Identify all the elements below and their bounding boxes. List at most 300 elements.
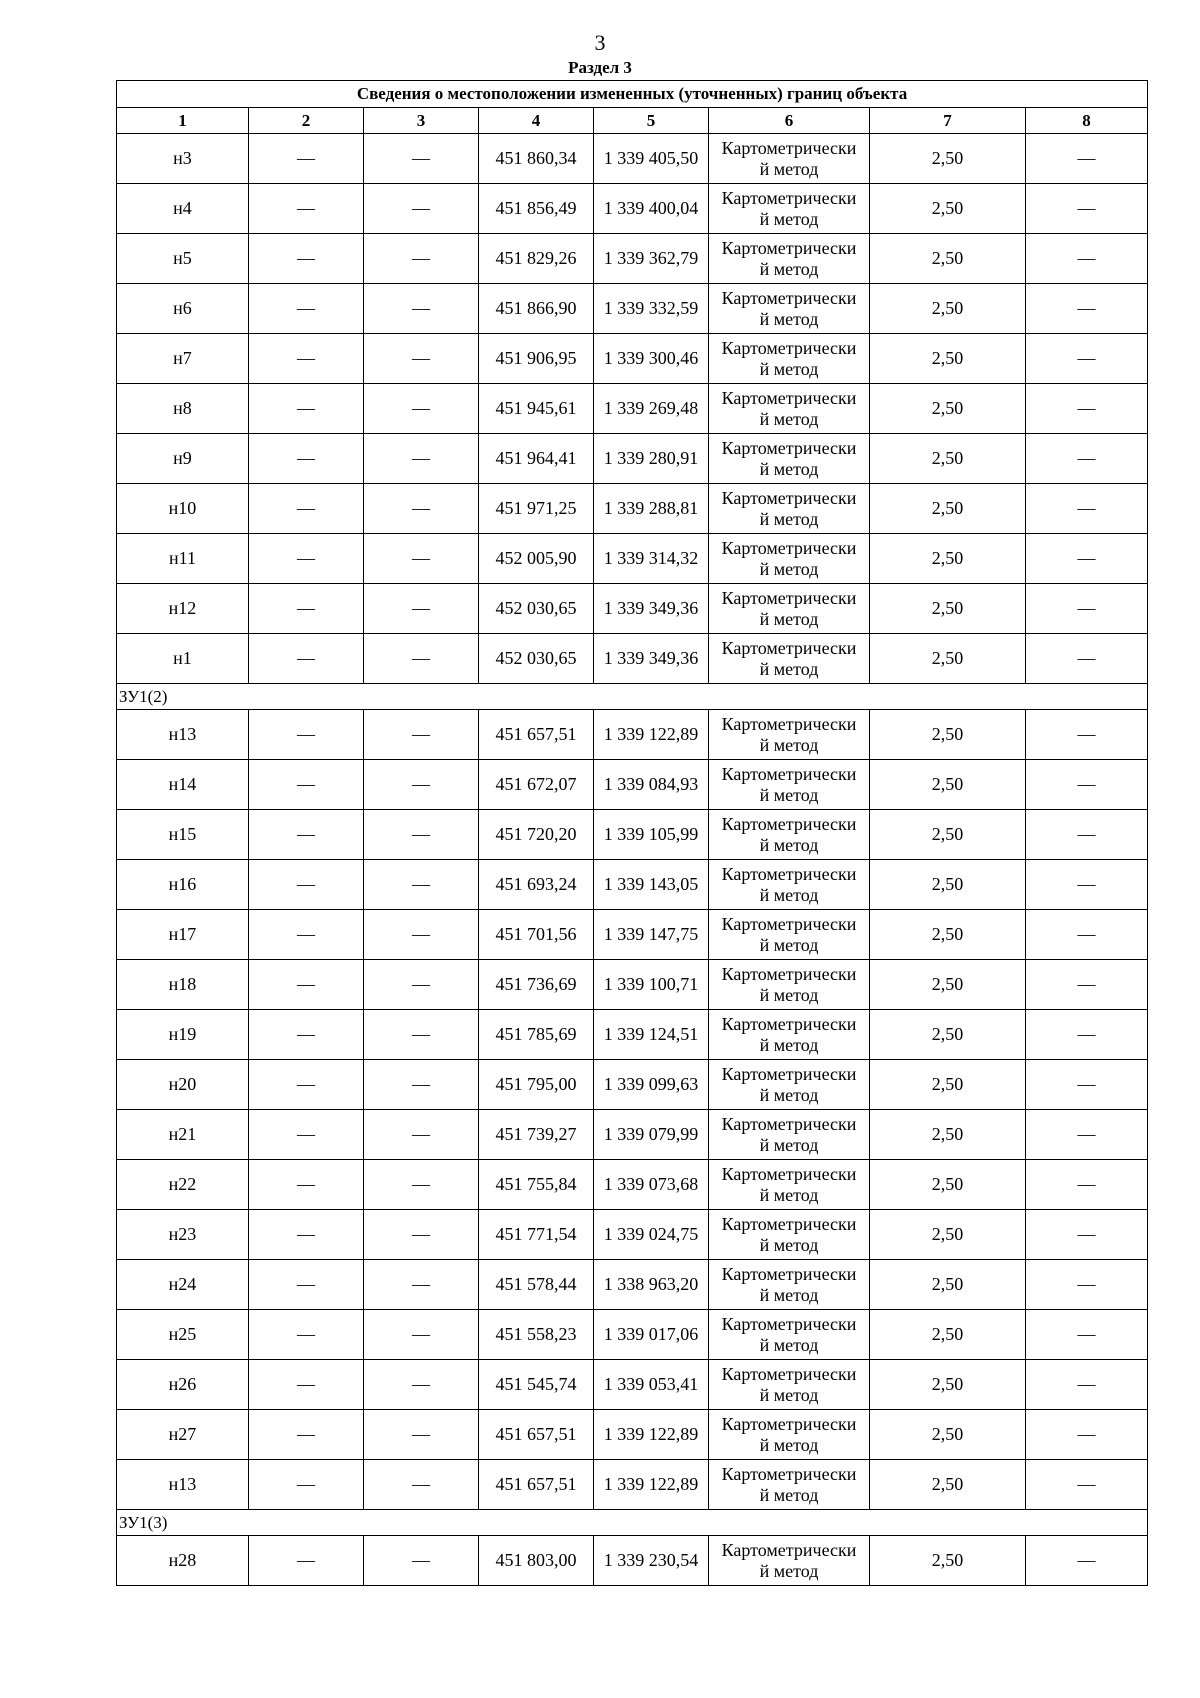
y-coordinate: 1 339 122,89	[594, 1460, 709, 1510]
y-coordinate: 1 339 230,54	[594, 1536, 709, 1586]
x-coordinate: 451 945,61	[479, 384, 594, 434]
table-row	[117, 1010, 1148, 1060]
column-2-value: —	[249, 1110, 364, 1160]
table-row	[117, 634, 1148, 684]
accuracy-value: 2,50	[870, 134, 1026, 184]
column-3-value: —	[364, 1060, 479, 1110]
point-name: н24	[117, 1260, 249, 1310]
group-row	[117, 1510, 1148, 1536]
method-line-2: й метод	[759, 834, 819, 855]
column-2-value: —	[249, 434, 364, 484]
x-coordinate: 451 720,20	[479, 810, 594, 860]
table-row	[117, 810, 1148, 860]
method-cell	[709, 1410, 870, 1460]
table-row	[117, 1210, 1148, 1260]
method-line-2: й метод	[759, 208, 819, 229]
method-line-1: Картометрически	[721, 1413, 857, 1434]
method-cell	[709, 184, 870, 234]
point-name: н22	[117, 1160, 249, 1210]
column-8-value: —	[1026, 334, 1148, 384]
y-coordinate: 1 339 099,63	[594, 1060, 709, 1110]
column-3-value: —	[364, 860, 479, 910]
y-coordinate: 1 339 100,71	[594, 960, 709, 1010]
column-3-value: —	[364, 334, 479, 384]
column-8-value: —	[1026, 1260, 1148, 1310]
x-coordinate: 451 578,44	[479, 1260, 594, 1310]
y-coordinate: 1 339 143,05	[594, 860, 709, 910]
method-line-2: й метод	[759, 1434, 819, 1455]
accuracy-value: 2,50	[870, 1460, 1026, 1510]
table-row	[117, 1536, 1148, 1586]
column-2-value: —	[249, 1060, 364, 1110]
accuracy-value: 2,50	[870, 434, 1026, 484]
method-line-1: Картометрически	[721, 387, 857, 408]
point-name: н17	[117, 910, 249, 960]
column-2-value: —	[249, 534, 364, 584]
column-3-value: —	[364, 1160, 479, 1210]
x-coordinate: 451 856,49	[479, 184, 594, 234]
method-cell	[709, 434, 870, 484]
method-cell	[709, 860, 870, 910]
table-row	[117, 484, 1148, 534]
method-line-1: Картометрически	[721, 187, 857, 208]
accuracy-value: 2,50	[870, 384, 1026, 434]
column-3-value: —	[364, 284, 479, 334]
column-2-value: —	[249, 334, 364, 384]
point-name: н28	[117, 1536, 249, 1586]
column-2-value: —	[249, 1160, 364, 1210]
column-2-value: —	[249, 710, 364, 760]
y-coordinate: 1 339 147,75	[594, 910, 709, 960]
column-8-value: —	[1026, 384, 1148, 434]
y-coordinate: 1 339 300,46	[594, 334, 709, 384]
accuracy-value: 2,50	[870, 634, 1026, 684]
accuracy-value: 2,50	[870, 534, 1026, 584]
x-coordinate: 451 545,74	[479, 1360, 594, 1410]
column-8-value: —	[1026, 184, 1148, 234]
column-8-value: —	[1026, 1060, 1148, 1110]
method-line-1: Картометрически	[721, 437, 857, 458]
column-8-value: —	[1026, 134, 1148, 184]
column-8-value: —	[1026, 284, 1148, 334]
table-caption: Сведения о местоположении измененных (уточненных) границ объекта	[117, 81, 1148, 108]
method-line-1: Картометрически	[721, 537, 857, 558]
x-coordinate: 451 971,25	[479, 484, 594, 534]
method-line-1: Картометрически	[721, 587, 857, 608]
table-row	[117, 960, 1148, 1010]
x-coordinate: 452 005,90	[479, 534, 594, 584]
y-coordinate: 1 339 105,99	[594, 810, 709, 860]
method-line-1: Картометрически	[721, 913, 857, 934]
method-line-2: й метод	[759, 1284, 819, 1305]
column-2-value: —	[249, 384, 364, 434]
column-8-value: —	[1026, 234, 1148, 284]
table-row	[117, 134, 1148, 184]
method-line-1: Картометрически	[721, 1363, 857, 1384]
accuracy-value: 2,50	[870, 234, 1026, 284]
method-line-1: Картометрически	[721, 1013, 857, 1034]
column-number-2: 2	[249, 108, 364, 134]
x-coordinate: 451 866,90	[479, 284, 594, 334]
table-row	[117, 434, 1148, 484]
accuracy-value: 2,50	[870, 184, 1026, 234]
y-coordinate: 1 339 362,79	[594, 234, 709, 284]
column-2-value: —	[249, 860, 364, 910]
column-2-value: —	[249, 134, 364, 184]
y-coordinate: 1 339 349,36	[594, 634, 709, 684]
accuracy-value: 2,50	[870, 1160, 1026, 1210]
column-3-value: —	[364, 1010, 479, 1060]
x-coordinate: 451 739,27	[479, 1110, 594, 1160]
method-line-2: й метод	[759, 1384, 819, 1405]
accuracy-value: 2,50	[870, 710, 1026, 760]
point-name: н9	[117, 434, 249, 484]
table-row	[117, 1360, 1148, 1410]
accuracy-value: 2,50	[870, 1410, 1026, 1460]
table-row	[117, 710, 1148, 760]
y-coordinate: 1 339 079,99	[594, 1110, 709, 1160]
method-line-2: й метод	[759, 1560, 819, 1581]
method-line-2: й метод	[759, 884, 819, 905]
method-line-1: Картометрически	[721, 863, 857, 884]
x-coordinate: 451 785,69	[479, 1010, 594, 1060]
method-cell	[709, 634, 870, 684]
column-8-value: —	[1026, 760, 1148, 810]
column-3-value: —	[364, 760, 479, 810]
column-8-value: —	[1026, 810, 1148, 860]
table-row	[117, 910, 1148, 960]
accuracy-value: 2,50	[870, 1310, 1026, 1360]
accuracy-value: 2,50	[870, 584, 1026, 634]
y-coordinate: 1 339 269,48	[594, 384, 709, 434]
x-coordinate: 451 795,00	[479, 1060, 594, 1110]
point-name: н12	[117, 584, 249, 634]
method-line-1: Картометрически	[721, 137, 857, 158]
method-line-2: й метод	[759, 258, 819, 279]
column-8-value: —	[1026, 1460, 1148, 1510]
point-name: н13	[117, 710, 249, 760]
method-cell	[709, 1310, 870, 1360]
method-line-1: Картометрически	[721, 713, 857, 734]
table-row	[117, 1260, 1148, 1310]
column-8-value: —	[1026, 1310, 1148, 1360]
point-name: н25	[117, 1310, 249, 1360]
table-row	[117, 860, 1148, 910]
method-line-2: й метод	[759, 1034, 819, 1055]
column-2-value: —	[249, 960, 364, 1010]
method-line-2: й метод	[759, 508, 819, 529]
x-coordinate: 452 030,65	[479, 584, 594, 634]
column-2-value: —	[249, 760, 364, 810]
method-line-2: й метод	[759, 308, 819, 329]
y-coordinate: 1 339 405,50	[594, 134, 709, 184]
method-cell	[709, 1210, 870, 1260]
group-label: ЗУ1(2)	[117, 684, 1148, 710]
column-8-value: —	[1026, 1160, 1148, 1210]
column-2-value: —	[249, 1210, 364, 1260]
column-2-value: —	[249, 810, 364, 860]
point-name: н10	[117, 484, 249, 534]
accuracy-value: 2,50	[870, 1110, 1026, 1160]
column-3-value: —	[364, 1260, 479, 1310]
point-name: н4	[117, 184, 249, 234]
method-line-2: й метод	[759, 458, 819, 479]
column-8-value: —	[1026, 960, 1148, 1010]
accuracy-value: 2,50	[870, 284, 1026, 334]
column-number-5: 5	[594, 108, 709, 134]
y-coordinate: 1 339 332,59	[594, 284, 709, 334]
point-name: н14	[117, 760, 249, 810]
column-3-value: —	[364, 184, 479, 234]
column-2-value: —	[249, 184, 364, 234]
column-8-value: —	[1026, 860, 1148, 910]
column-8-value: —	[1026, 584, 1148, 634]
method-line-1: Картометрически	[721, 1213, 857, 1234]
point-name: н3	[117, 134, 249, 184]
column-number-6: 6	[709, 108, 870, 134]
point-name: н20	[117, 1060, 249, 1110]
table-row	[117, 234, 1148, 284]
accuracy-value: 2,50	[870, 1210, 1026, 1260]
column-8-value: —	[1026, 910, 1148, 960]
column-2-value: —	[249, 1410, 364, 1460]
method-line-1: Картометрически	[721, 1113, 857, 1134]
table-row	[117, 1310, 1148, 1360]
table-row	[117, 1160, 1148, 1210]
column-3-value: —	[364, 810, 479, 860]
method-cell	[709, 1536, 870, 1586]
column-8-value: —	[1026, 710, 1148, 760]
table-row	[117, 184, 1148, 234]
method-cell	[709, 1460, 870, 1510]
column-3-value: —	[364, 584, 479, 634]
y-coordinate: 1 339 349,36	[594, 584, 709, 634]
column-8-value: —	[1026, 1010, 1148, 1060]
y-coordinate: 1 339 017,06	[594, 1310, 709, 1360]
column-8-value: —	[1026, 1360, 1148, 1410]
method-line-1: Картометрически	[721, 287, 857, 308]
method-line-1: Картометрически	[721, 1063, 857, 1084]
method-cell	[709, 1360, 870, 1410]
column-2-value: —	[249, 1460, 364, 1510]
method-cell	[709, 534, 870, 584]
table-row	[117, 284, 1148, 334]
accuracy-value: 2,50	[870, 910, 1026, 960]
column-2-value: —	[249, 634, 364, 684]
accuracy-value: 2,50	[870, 810, 1026, 860]
x-coordinate: 451 657,51	[479, 1460, 594, 1510]
x-coordinate: 451 672,07	[479, 760, 594, 810]
method-line-2: й метод	[759, 358, 819, 379]
method-line-2: й метод	[759, 558, 819, 579]
column-8-value: —	[1026, 1210, 1148, 1260]
accuracy-value: 2,50	[870, 484, 1026, 534]
column-8-value: —	[1026, 1410, 1148, 1460]
group-label: ЗУ1(3)	[117, 1510, 1148, 1536]
y-coordinate: 1 339 024,75	[594, 1210, 709, 1260]
accuracy-value: 2,50	[870, 1060, 1026, 1110]
column-2-value: —	[249, 1310, 364, 1360]
x-coordinate: 451 657,51	[479, 1410, 594, 1460]
method-cell	[709, 384, 870, 434]
method-line-1: Картометрически	[721, 763, 857, 784]
point-name: н7	[117, 334, 249, 384]
method-cell	[709, 1060, 870, 1110]
point-name: н8	[117, 384, 249, 434]
method-cell	[709, 1260, 870, 1310]
coordinates-table	[116, 80, 1148, 1586]
column-3-value: —	[364, 1536, 479, 1586]
y-coordinate: 1 339 122,89	[594, 710, 709, 760]
x-coordinate: 451 829,26	[479, 234, 594, 284]
column-8-value: —	[1026, 534, 1148, 584]
column-3-value: —	[364, 1410, 479, 1460]
column-3-value: —	[364, 1360, 479, 1410]
table-row	[117, 384, 1148, 434]
column-3-value: —	[364, 1210, 479, 1260]
column-8-value: —	[1026, 634, 1148, 684]
method-line-1: Картометрически	[721, 813, 857, 834]
table-row	[117, 1060, 1148, 1110]
method-line-1: Картометрически	[721, 1163, 857, 1184]
column-3-value: —	[364, 384, 479, 434]
method-cell	[709, 1110, 870, 1160]
x-coordinate: 452 030,65	[479, 634, 594, 684]
x-coordinate: 451 906,95	[479, 334, 594, 384]
y-coordinate: 1 339 073,68	[594, 1160, 709, 1210]
column-2-value: —	[249, 1010, 364, 1060]
method-line-1: Картометрически	[721, 487, 857, 508]
method-cell	[709, 334, 870, 384]
method-line-2: й метод	[759, 934, 819, 955]
point-name: н16	[117, 860, 249, 910]
accuracy-value: 2,50	[870, 334, 1026, 384]
method-cell	[709, 234, 870, 284]
method-cell	[709, 1010, 870, 1060]
method-line-2: й метод	[759, 784, 819, 805]
method-line-2: й метод	[759, 1484, 819, 1505]
column-number-row	[117, 108, 1148, 134]
point-name: н15	[117, 810, 249, 860]
column-number-4: 4	[479, 108, 594, 134]
method-cell	[709, 134, 870, 184]
accuracy-value: 2,50	[870, 760, 1026, 810]
method-cell	[709, 960, 870, 1010]
column-number-1: 1	[117, 108, 249, 134]
x-coordinate: 451 657,51	[479, 710, 594, 760]
x-coordinate: 451 860,34	[479, 134, 594, 184]
column-2-value: —	[249, 234, 364, 284]
accuracy-value: 2,50	[870, 1536, 1026, 1586]
accuracy-value: 2,50	[870, 960, 1026, 1010]
point-name: н27	[117, 1410, 249, 1460]
method-cell	[709, 760, 870, 810]
method-line-1: Картометрически	[721, 1463, 857, 1484]
x-coordinate: 451 964,41	[479, 434, 594, 484]
accuracy-value: 2,50	[870, 1260, 1026, 1310]
x-coordinate: 451 693,24	[479, 860, 594, 910]
accuracy-value: 2,50	[870, 1010, 1026, 1060]
point-name: н21	[117, 1110, 249, 1160]
column-3-value: —	[364, 434, 479, 484]
column-2-value: —	[249, 484, 364, 534]
column-8-value: —	[1026, 484, 1148, 534]
x-coordinate: 451 558,23	[479, 1310, 594, 1360]
method-cell	[709, 284, 870, 334]
method-line-1: Картометрически	[721, 1263, 857, 1284]
column-2-value: —	[249, 910, 364, 960]
column-3-value: —	[364, 484, 479, 534]
column-3-value: —	[364, 534, 479, 584]
method-cell	[709, 810, 870, 860]
column-3-value: —	[364, 234, 479, 284]
method-cell	[709, 1160, 870, 1210]
y-coordinate: 1 339 400,04	[594, 184, 709, 234]
column-2-value: —	[249, 584, 364, 634]
point-name: н5	[117, 234, 249, 284]
y-coordinate: 1 339 280,91	[594, 434, 709, 484]
point-name: н6	[117, 284, 249, 334]
method-line-2: й метод	[759, 1234, 819, 1255]
point-name: н13	[117, 1460, 249, 1510]
x-coordinate: 451 736,69	[479, 960, 594, 1010]
method-line-2: й метод	[759, 158, 819, 179]
method-cell	[709, 584, 870, 634]
column-3-value: —	[364, 710, 479, 760]
y-coordinate: 1 339 053,41	[594, 1360, 709, 1410]
method-line-1: Картометрически	[721, 337, 857, 358]
column-number-8: 8	[1026, 108, 1148, 134]
x-coordinate: 451 771,54	[479, 1210, 594, 1260]
column-3-value: —	[364, 1310, 479, 1360]
accuracy-value: 2,50	[870, 1360, 1026, 1410]
method-line-2: й метод	[759, 1184, 819, 1205]
x-coordinate: 451 803,00	[479, 1536, 594, 1586]
section-title: Раздел 3	[568, 58, 632, 77]
point-name: н26	[117, 1360, 249, 1410]
column-8-value: —	[1026, 1110, 1148, 1160]
column-2-value: —	[249, 1260, 364, 1310]
column-3-value: —	[364, 1110, 479, 1160]
point-name: н11	[117, 534, 249, 584]
y-coordinate: 1 339 314,32	[594, 534, 709, 584]
column-3-value: —	[364, 960, 479, 1010]
method-line-2: й метод	[759, 408, 819, 429]
table-row	[117, 334, 1148, 384]
x-coordinate: 451 755,84	[479, 1160, 594, 1210]
column-3-value: —	[364, 910, 479, 960]
point-name: н1	[117, 634, 249, 684]
method-line-1: Картометрически	[721, 237, 857, 258]
method-line-2: й метод	[759, 734, 819, 755]
table-row	[117, 1460, 1148, 1510]
method-line-1: Картометрически	[721, 1539, 857, 1560]
method-line-2: й метод	[759, 1084, 819, 1105]
method-line-2: й метод	[759, 1134, 819, 1155]
method-line-2: й метод	[759, 1334, 819, 1355]
y-coordinate: 1 338 963,20	[594, 1260, 709, 1310]
table-row	[117, 534, 1148, 584]
column-2-value: —	[249, 284, 364, 334]
column-number-3: 3	[364, 108, 479, 134]
y-coordinate: 1 339 124,51	[594, 1010, 709, 1060]
column-8-value: —	[1026, 434, 1148, 484]
table-row	[117, 760, 1148, 810]
table-body	[117, 134, 1148, 1586]
point-name: н19	[117, 1010, 249, 1060]
accuracy-value: 2,50	[870, 860, 1026, 910]
table-row	[117, 584, 1148, 634]
